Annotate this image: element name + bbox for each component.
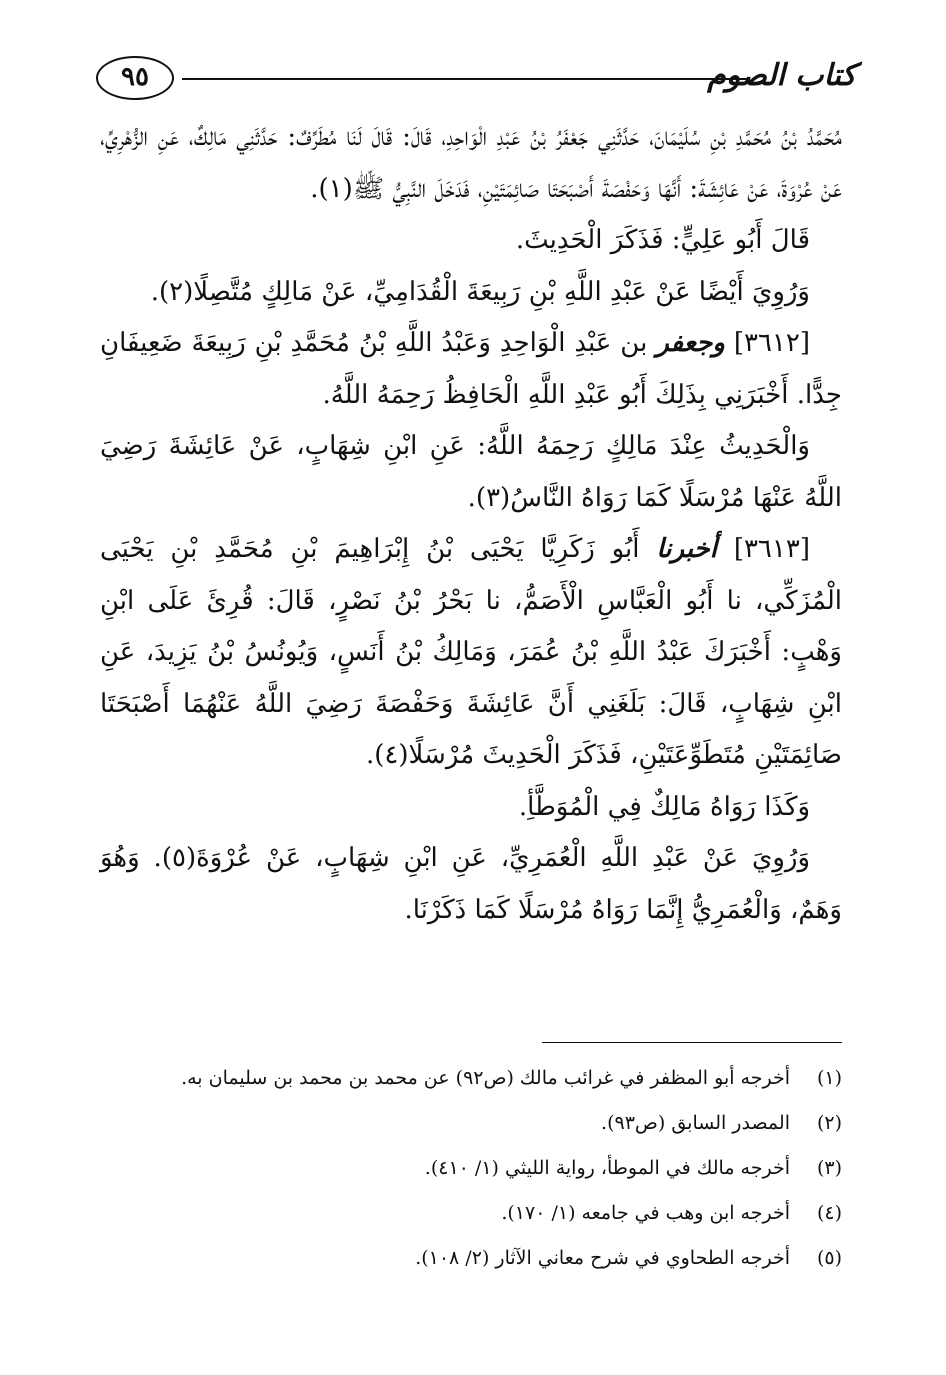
footnote-separator xyxy=(542,1042,842,1043)
footnote xyxy=(100,1101,842,1146)
lead-word: وجعفر xyxy=(656,328,725,358)
paragraph xyxy=(100,421,842,524)
text-segment: قَالَ أَبُو عَلِيٍّ: فَذَكَرَ الْحَدِيثَ. xyxy=(515,225,810,255)
footnote-number: (٣) xyxy=(816,1157,842,1179)
paragraph xyxy=(100,833,842,936)
paragraph xyxy=(100,524,842,782)
page-number: ٩٥ xyxy=(96,56,174,100)
text-segment: (٥) xyxy=(161,843,197,873)
text-segment: وَرُوِيَ عَنْ عَبْدِ اللَّهِ الْعُمَرِيِّ، عَنِ ابْنِ شِهَابٍ، عَنْ عُرْوَةَ xyxy=(196,843,810,873)
text-segment: أَبُو زَكَرِيَّا يَحْيَى بْنُ إِبْرَاهِيمَ بْنِ مُحَمَّدِ بْنِ يَحْيَى الْمُزَكِّي، نا أَبُو الْعَبَّاسِ الْأَصَمُّ، نا بَحْرُ بْنُ نَصْرٍ، قَالَ: قُرِئَ عَلَى ابْنِ وَهْبٍ: أَخْبَرَكَ عَبْدُ اللَّهِ بْنُ عُمَرَ، وَمَالِكُ بْنُ أَنَسٍ، وَيُونُسُ بْنُ يَزِيدَ، عَنِ ابْنِ شِهَابٍ، قَالَ: بَلَغَنِي أَنَّ عَائِشَةَ وَحَفْصَةَ رَضِيَ اللَّهُ عَنْهُمَا أَصْبَحَتَا صَائِمَتَيْنِ مُتَطَوِّعَتَيْنِ، فَذَكَرَ الْحَدِيثَ مُرْسَلًا xyxy=(100,534,842,770)
text-segment: وَرُوِيَ أَيْضًا عَنْ عَبْدِ اللَّهِ بْنِ رَبِيعَةَ الْقُدَامِيِّ، عَنْ مَالِكٍ مُتَّصِلًا xyxy=(193,276,810,307)
footnote xyxy=(100,1146,842,1191)
text-segment: مُحَمَّدُ بْنُ مُحَمَّدِ بْنِ سُلَيْمَانَ، حَدَّثَنِي جَعْفَرُ بْنُ عَبْدِ الْوَاحِدِ، قَالَ: قَالَ لَنَا مُطَرِّفٌ: حَدَّثَنِي مَالِكٌ، عَنِ الزُّهْرِيِّ، عَنْ عُرْوَةَ، عَنْ عَائِشَةَ: أَنَّهَا وَحَفْصَةَ أَصْبَحَتَا صَائِمَتَيْنِ، فَدَخَلَ النَّبِيُّ ﷺ xyxy=(100,122,842,204)
text-segment: . xyxy=(366,740,375,770)
footnote-number: (١) xyxy=(816,1067,842,1089)
text-segment: (٣) xyxy=(475,482,511,513)
text-segment: بن عَبْدِ الْوَاحِدِ وَعَبْدُ اللَّهِ بْنُ مُحَمَّدِ بْنِ رَبِيعَةَ ضَعِيفَانِ جِدًّا. أَخْبَرَنِي بِذَلِكَ أَبُو عَبْدِ اللَّهِ الْحَافِظُ رَحِمَهُ اللَّهُ. xyxy=(100,328,842,410)
text-segment: وَالْحَدِيثُ عِنْدَ مَالِكٍ رَحِمَهُ اللَّهُ: عَنِ ابْنِ شِهَابٍ، عَنْ عَائِشَةَ رَضِيَ اللَّهُ عَنْهَا مُرْسَلًا كَمَا رَوَاهُ النَّاسُ xyxy=(100,431,842,513)
footnote-text: أخرجه ابن وهب في جامعه (١/ ١٧٠). xyxy=(501,1202,790,1224)
main-text xyxy=(100,112,842,936)
footnote xyxy=(100,1236,842,1281)
text-segment: (٤) xyxy=(374,740,409,770)
header-rule xyxy=(182,78,748,80)
paragraph xyxy=(100,782,842,834)
footnote-number: (٥) xyxy=(816,1247,842,1269)
book-title: كتاب الصوم xyxy=(707,58,856,93)
footnote-text: أخرجه أبو المظفر في غرائب مالك (ص٩٢) عن محمد بن محمد بن سليمان به. xyxy=(181,1067,790,1089)
text-segment: [٣٦١٣] xyxy=(716,534,810,564)
footnote-number: (٢) xyxy=(816,1112,842,1134)
text-segment: (٢) xyxy=(158,276,194,307)
text-segment: . xyxy=(310,173,319,204)
text-segment: (١) xyxy=(318,173,353,204)
text-segment: . xyxy=(150,276,159,307)
lead-word: أخبرنا xyxy=(656,534,717,564)
text-segment: . xyxy=(467,482,476,513)
footnote xyxy=(100,1056,842,1101)
text-segment: وَكَذَا رَوَاهُ مَالِكٌ فِي الْمُوَطَّأِ. xyxy=(518,791,810,822)
page-header xyxy=(96,52,856,104)
text-segment: [٣٦١٢] xyxy=(724,328,810,358)
paragraph xyxy=(100,267,842,319)
footnote-number: (٤) xyxy=(816,1202,842,1224)
paragraph xyxy=(100,318,842,421)
footnote-text: المصدر السابق (ص٩٣). xyxy=(601,1112,790,1134)
footnote xyxy=(100,1191,842,1236)
footnote-text: أخرجه مالك في الموطأ، رواية الليثي (١/ ٤١٠). xyxy=(424,1157,790,1179)
text-segment: . وَهُوَ وَهَمٌ، وَالْعُمَرِيُّ إِنَّمَا رَوَاهُ مُرْسَلًا كَمَا ذَكَرْنَا. xyxy=(100,843,842,925)
paragraph xyxy=(100,112,842,215)
footnote-text: أخرجه الطحاوي في شرح معاني الآثار (٢/ ١٠٨). xyxy=(415,1247,790,1269)
footnotes xyxy=(100,1056,842,1281)
paragraph xyxy=(100,215,842,267)
